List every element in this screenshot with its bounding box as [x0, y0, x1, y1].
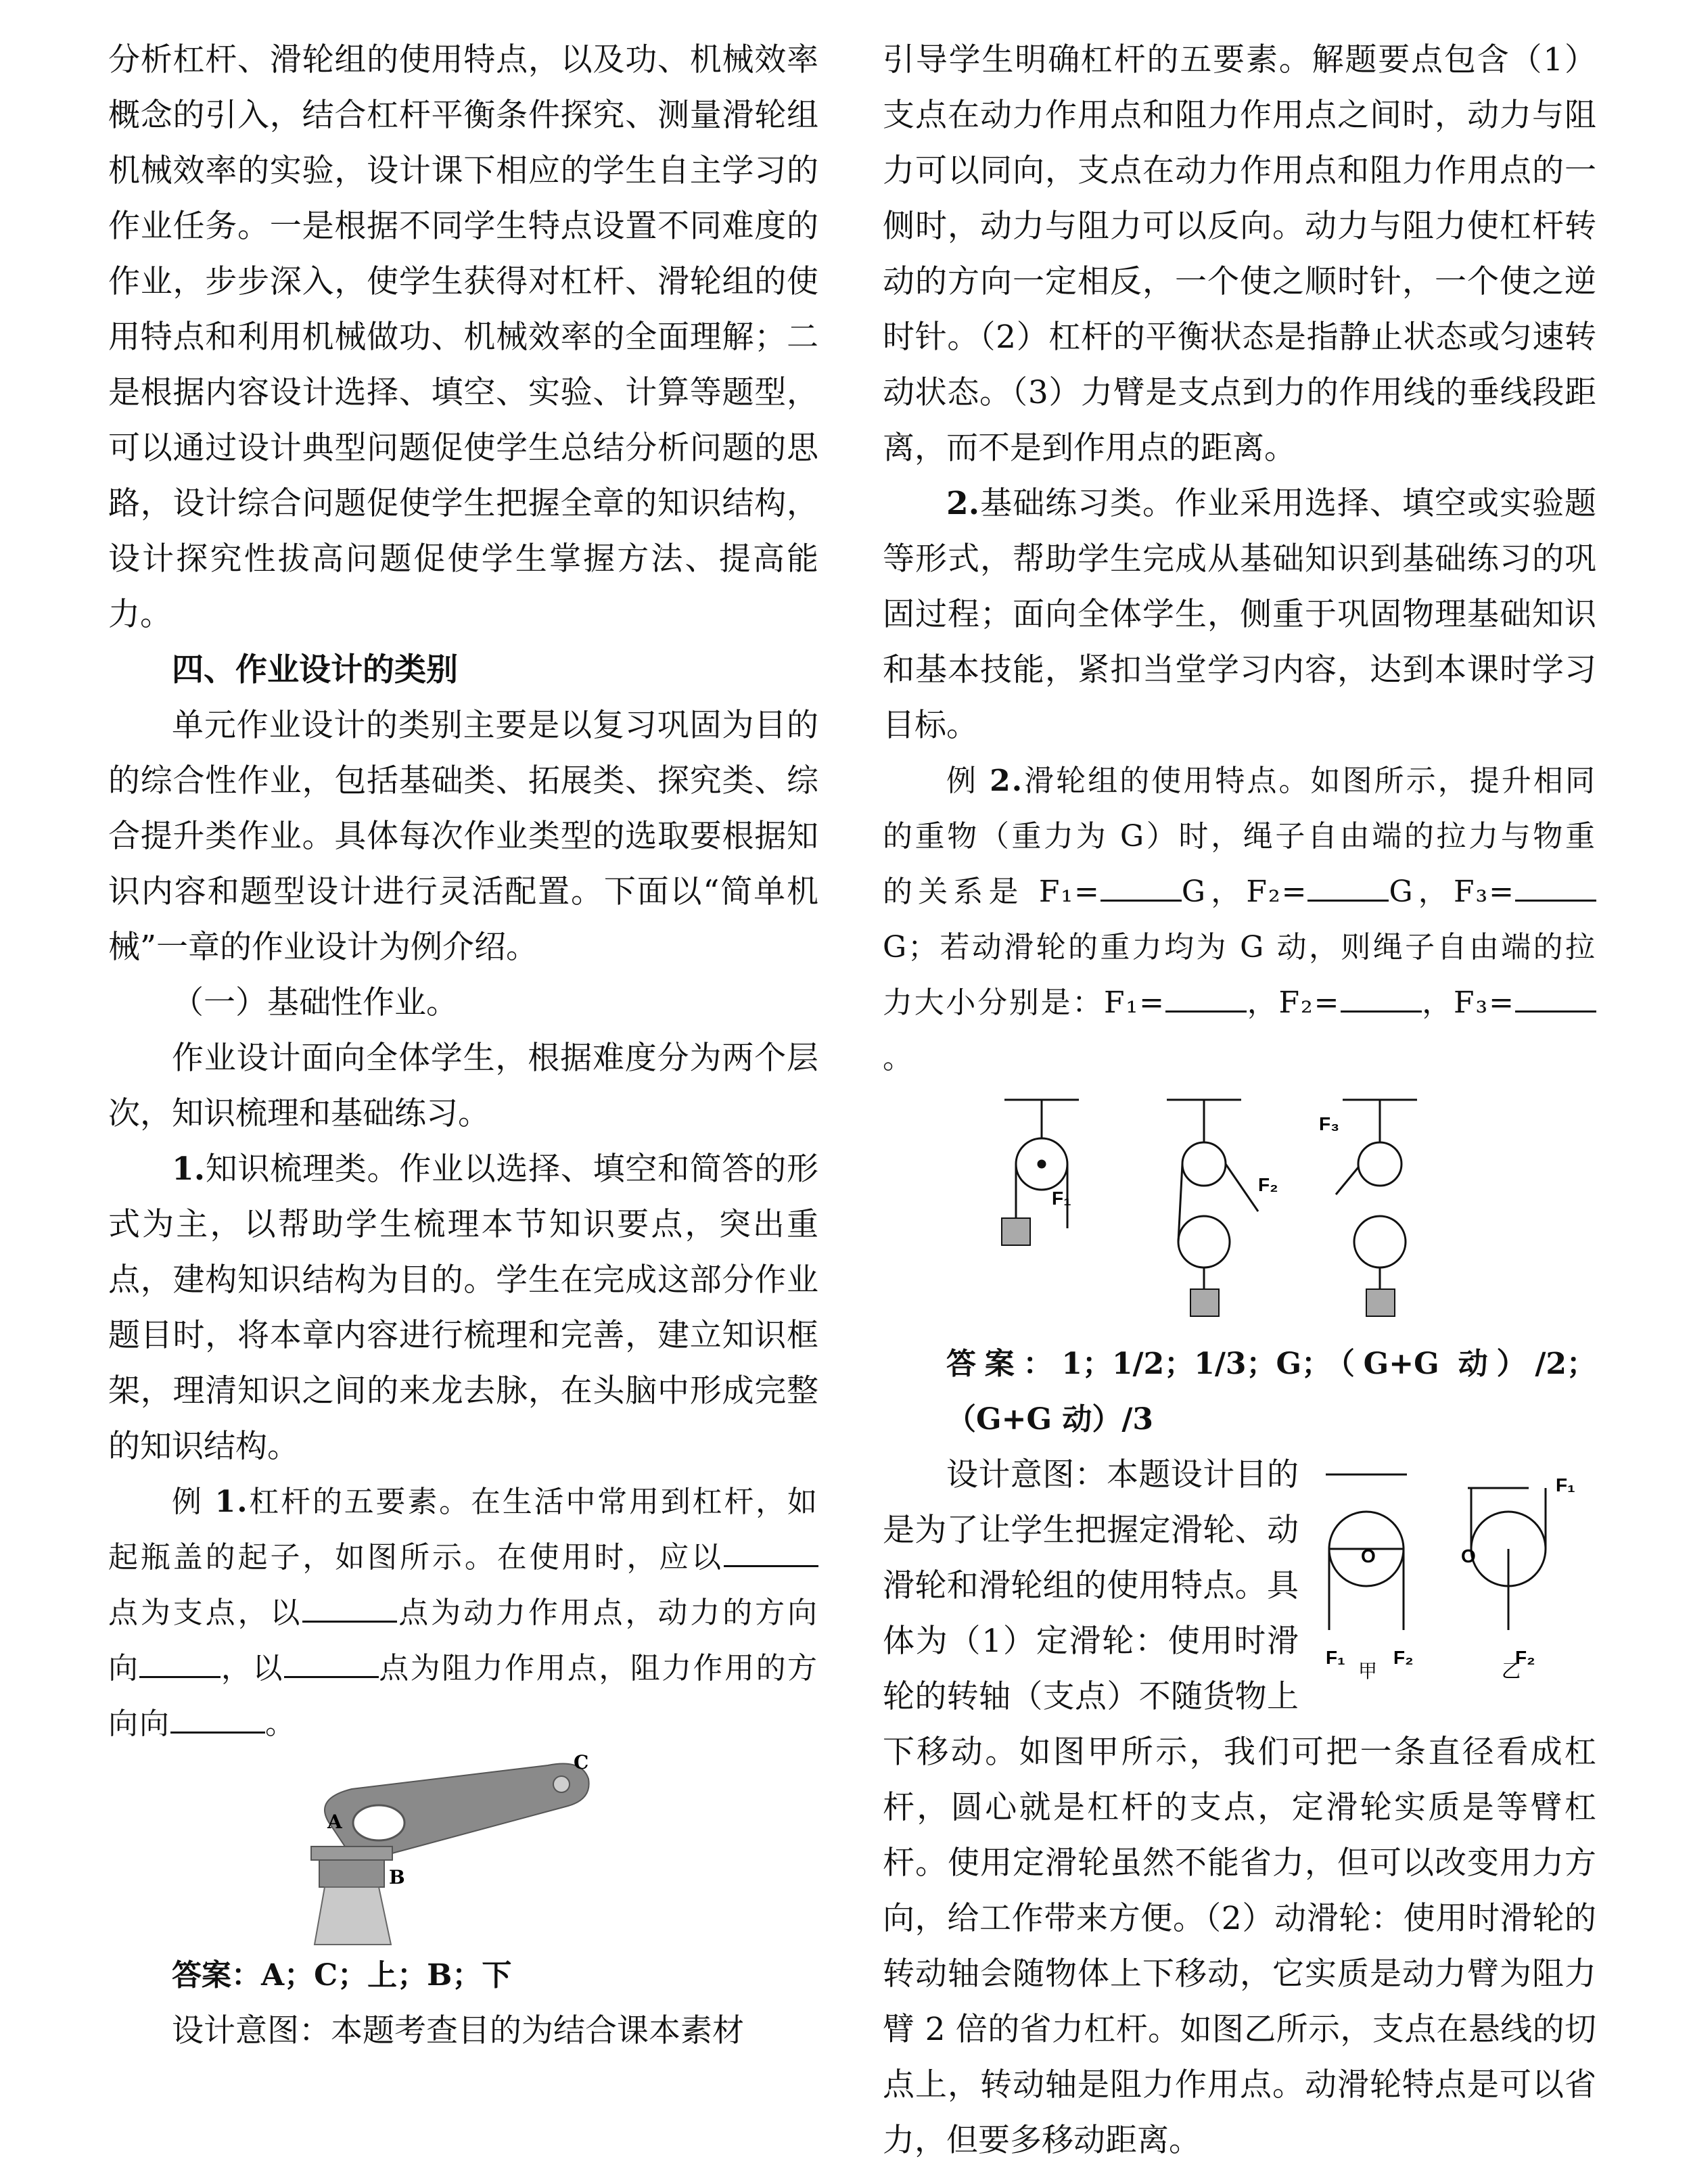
answer-blank: [302, 1600, 397, 1623]
answer-text: A；C；上；B；下: [261, 1958, 512, 1993]
example-prefix: 例: [946, 764, 990, 798]
paragraph: [883, 476, 1596, 753]
answer-blank: [1515, 990, 1596, 1013]
paragraph: 设计意图：本题设计目的是为了让学生把握定滑轮、动滑轮和滑轮组的使用特点。具体为（1）定滑轮：使用时滑轮的转轴（支点）不随货物上下移动。如图甲所示，我们可把一条直径看成杠杆，圆心就是杠杆的支点，定滑轮实质是等臂杠杆。使用定滑轮虽然不能省力，但可以改变用力方向，给工作带来方便。（2）动滑轮：使用时滑轮的转动轴会随物体上下移动，它实质是动力臂为阻力臂 2 倍的省力杠杆。如图乙所示，支点在悬线的切点上，转动轴是阻力作用点。动滑轮特点是可以省力，但要多移动距离。: [883, 1456, 1596, 2159]
example-text: 滑轮组的使用特点。如图所示，提升相同的重物（重力为 G）时，绳子自由端的拉力与物重的关系是 F₁=: [883, 764, 1596, 909]
paragraph: 设计意图：本题考查目的为结合课本素材: [172, 2012, 744, 2049]
paragraph: 分析杠杆、滑轮组的使用特点，以及功、机械效率概念的引入，结合杠杆平衡条件探究、测量滑轮组机械效率的实验，设计课下相应的学生自主学习的作业任务。一是根据不同学生特点设置不同难度的作业，步步深入，使学生获得对杠杆、滑轮组的使用特点和利用机械做功、机械效率的全面理解；二是根据内容设计选择、填空、实验、计算等题型，可以通过设计典型问题促使学生总结分析问题的思路，设计综合问题促使学生把握全章的知识结构，设计探究性拔高问题促使学生掌握方法、提高能力。: [108, 41, 818, 633]
example-text: G，F₂=: [1181, 875, 1308, 909]
label-f2: F₂: [1515, 1647, 1535, 1668]
answer-blank: [1307, 879, 1389, 902]
item-number: 2.: [946, 485, 980, 522]
answer-blank: [1165, 990, 1247, 1013]
label-jia: 甲: [1358, 1660, 1378, 1682]
answer-blank: [170, 1711, 265, 1734]
answer-text: 1；1/2；1/3；G；（G+G 动）/2；（G+G 动）/3: [946, 1347, 1597, 1437]
example-1: [108, 1474, 818, 1752]
lever-analogy-figure: [1312, 1461, 1596, 1691]
force-f2-label: F₂: [1258, 1174, 1278, 1195]
paragraph: [108, 1142, 818, 1474]
paragraph-text: 基础练习类。作业采用选择、填空或实验题等形式，帮助学生完成从基础知识到基础练习的巩固过程；面向全体学生，侧重于巩固物理基础知识和基本技能，紧扣当堂学习内容，达到本课时学习目标。: [883, 485, 1596, 744]
label-f2: F₂: [1393, 1647, 1414, 1668]
answer-blank: [139, 1656, 221, 1678]
subsection-heading: （一）基础性作业。: [172, 984, 458, 1021]
paragraph: 引导学生明确杠杆的五要素。解题要点包含（1）支点在动力作用点和阻力作用点之间时，动力与阻力可以同向，支点在动力作用点和阻力作用点的一侧时，动力与阻力可以反向。动力与阻力使杠杆转动的方向一定相反，一个使之顺时针，一个使之逆时针。（2）杠杆的平衡状态是指静止状态或匀速转动状态。（3）力臂是支点到力的作用线的垂线段距离，而不是到作用点的距离。: [883, 41, 1596, 467]
example-text: 。: [883, 1041, 914, 1075]
example-prefix: 例: [172, 1485, 215, 1519]
answer-1: [108, 1948, 818, 2003]
example-number: 1.: [214, 1485, 249, 1519]
example-text: 点为支点，以: [108, 1596, 303, 1630]
example-text: G；若动滑轮的重力均为 G 动，则绳子自由端的拉力大小分别是：F₁=: [883, 930, 1596, 1020]
force-f3-label: F₃: [1319, 1113, 1340, 1134]
example-text: G，F₃=: [1389, 875, 1516, 909]
left-column: [108, 32, 818, 2059]
bottle-opener-figure: [108, 1752, 818, 1948]
label-c: C: [574, 1752, 589, 1773]
label-f1: F₁: [1556, 1474, 1575, 1495]
example-text: 点为阻力作用点，阻力作用的方向向: [108, 1651, 819, 1741]
label-yi: 乙: [1502, 1660, 1521, 1682]
answer-label: 答案：: [946, 1347, 1062, 1381]
paragraph: 作业设计面向全体学生，根据难度分为两个层次，知识梳理和基础练习。: [108, 1040, 818, 1132]
label-f1: F₁: [1326, 1647, 1345, 1668]
label-b: B: [389, 1866, 405, 1888]
force-f1-label: F₁: [1052, 1188, 1071, 1209]
answer-blank: [724, 1545, 818, 1567]
paragraph: 单元作业设计的类别主要是以复习巩固为目的的综合性作业，包括基础类、拓展类、探究类、综合提升类作业。具体每次作业类型的选取要根据知识内容和题型设计进行灵活配置。下面以“简单机械”一章的作业设计为例介绍。: [108, 707, 818, 966]
example-number: 2.: [990, 764, 1024, 798]
pulley-figure: [883, 1086, 1596, 1337]
label-o: O: [1461, 1546, 1476, 1566]
label-o: O: [1361, 1546, 1376, 1566]
label-a: A: [327, 1811, 342, 1833]
example-text: ，F₃=: [1421, 985, 1515, 1020]
answer-blank: [1515, 879, 1596, 902]
answer-blank: [1341, 990, 1422, 1013]
example-text: 。: [265, 1706, 296, 1741]
answer-blank: [284, 1656, 379, 1678]
item-number: 1.: [172, 1151, 206, 1188]
answer-2: [883, 1337, 1596, 1447]
example-text: 杠杆的五要素。在生活中常用到杠杆，如起瓶盖的起子，如图所示。在使用时，应以: [108, 1485, 818, 1575]
example-text: ，以: [221, 1651, 284, 1686]
example-2: [883, 753, 1596, 1086]
example-text: ，F₂=: [1247, 985, 1341, 1020]
section-heading: 四、作业设计的类别: [172, 651, 458, 689]
answer-label: 答案：: [172, 1958, 261, 1993]
right-column: [883, 32, 1596, 2168]
paragraph-text: 知识梳理类。作业以选择、填空和简答的形式为主，以帮助学生梳理本节知识要点，突出重点，建构知识结构为目的。学生在完成这部分作业题目时，将本章内容进行梳理和完善，建立知识框架，理清知识之间的来龙去脉，在头脑中形成完整的知识结构。: [108, 1151, 818, 1465]
example-text: 点为动力作用点，动力的方向向: [108, 1596, 819, 1686]
answer-blank: [1101, 879, 1182, 902]
